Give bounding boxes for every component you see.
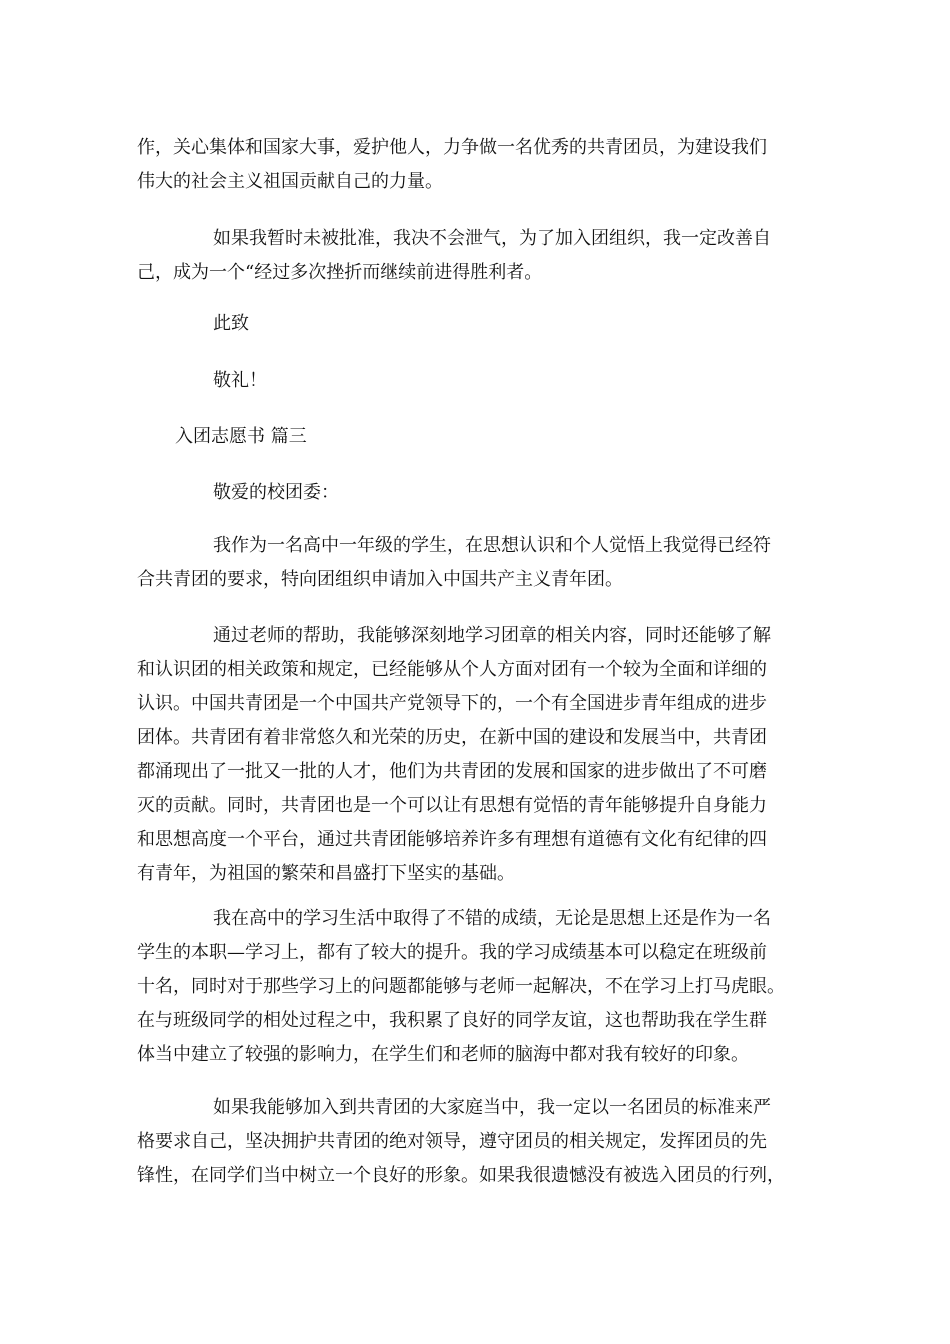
closing-salutation bbox=[137, 307, 827, 341]
section-heading bbox=[137, 420, 827, 454]
text-line: 合共青团的要求，特向团组织申请加入中国共产主义青年团。 bbox=[137, 569, 623, 590]
text-line: 此致 bbox=[213, 313, 249, 334]
text-line: 十名，同时对于那些学习上的问题都能够与老师一起解决，不在学习上打马虎眼。 bbox=[137, 976, 785, 997]
heading-text: 入团志愿书 篇三 bbox=[175, 426, 307, 447]
paragraph-commitment bbox=[137, 1091, 827, 1193]
paragraph-learning bbox=[137, 619, 827, 891]
text-line: 认识。中国共青团是一个中国共产党领导下的，一个有全国进步青年组成的进步 bbox=[137, 693, 767, 714]
text-line: 作，关心集体和国家大事，爱护他人，力争做一名优秀的共青团员，为建设我们 bbox=[137, 137, 767, 158]
paragraph-application bbox=[137, 529, 827, 597]
text-line: 锋性，在同学们当中树立一个良好的形象。如果我很遗憾没有被选入团员的行列， bbox=[137, 1165, 785, 1186]
paragraph-not-approved bbox=[137, 222, 827, 290]
text-line: 学生的本职—学习上，都有了较大的提升。我的学习成绩基本可以稳定在班级前 bbox=[137, 942, 767, 963]
text-line: 如果我能够加入到共青团的大家庭当中，我一定以一名团员的标准来严 bbox=[213, 1097, 771, 1118]
text-line: 如果我暂时未被批准，我决不会泄气，为了加入团组织，我一定改善自 bbox=[213, 228, 771, 249]
paragraph-continuation bbox=[137, 131, 827, 199]
text-line: 在与班级同学的相处过程之中，我积累了良好的同学友谊，这也帮助我在学生群 bbox=[137, 1010, 767, 1031]
text-line: 格要求自己，坚决拥护共青团的绝对领导，遵守团员的相关规定，发挥团员的先 bbox=[137, 1131, 767, 1152]
text-line: 敬爱的校团委： bbox=[213, 482, 339, 503]
text-line: 和认识团的相关政策和规定，已经能够从个人方面对团有一个较为全面和详细的 bbox=[137, 659, 767, 680]
text-line: 团体。共青团有着非常悠久和光荣的历史，在新中国的建设和发展当中，共青团 bbox=[137, 727, 767, 748]
text-line: 我作为一名高中一年级的学生，在思想认识和个人觉悟上我觉得已经符 bbox=[213, 535, 771, 556]
text-line: 体当中建立了较强的影响力，在学生们和老师的脑海中都对我有较好的印象。 bbox=[137, 1044, 749, 1065]
text-line: 都涌现出了一批又一批的人才，他们为共青团的发展和国家的进步做出了不可磨 bbox=[137, 761, 767, 782]
paragraph-performance bbox=[137, 902, 827, 1072]
text-line: 我在高中的学习生活中取得了不错的成绩，无论是思想上还是作为一名 bbox=[213, 908, 771, 929]
greeting bbox=[137, 476, 827, 510]
text-line: 灭的贡献。同时，共青团也是一个可以让有思想有觉悟的青年能够提升自身能力 bbox=[137, 795, 767, 816]
closing-respect bbox=[137, 364, 827, 398]
text-line: 和思想高度一个平台，通过共青团能够培养许多有理想有道德有文化有纪律的四 bbox=[137, 829, 767, 850]
text-line: 伟大的社会主义祖国贡献自己的力量。 bbox=[137, 171, 443, 192]
text-line: 通过老师的帮助，我能够深刻地学习团章的相关内容，同时还能够了解 bbox=[213, 625, 771, 646]
text-line: 有青年，为祖国的繁荣和昌盛打下坚实的基础。 bbox=[137, 863, 515, 884]
text-line: 敬礼！ bbox=[213, 370, 267, 391]
text-line: 己，成为一个“经过多次挫折而继续前进得胜利者。 bbox=[137, 262, 543, 283]
